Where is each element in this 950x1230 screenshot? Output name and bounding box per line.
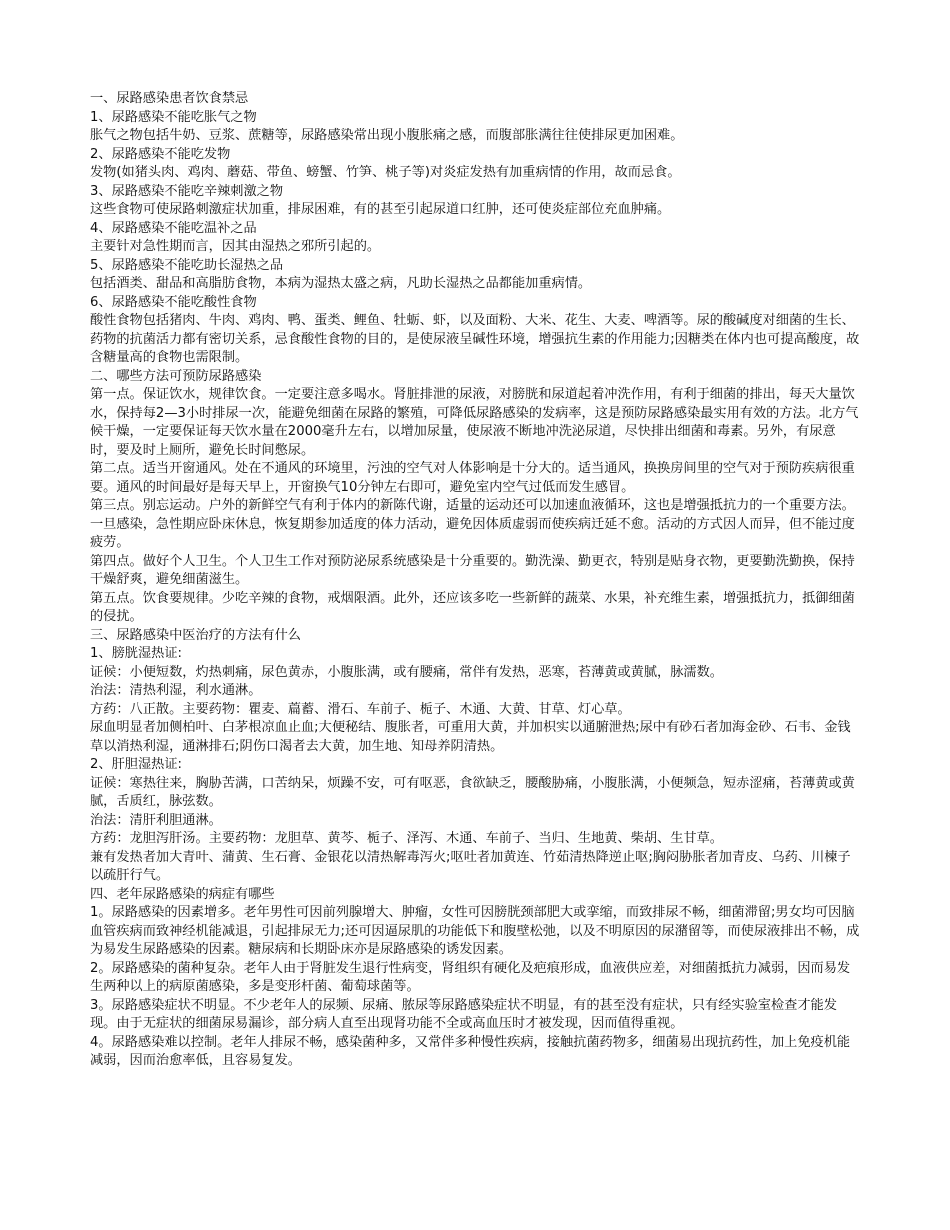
section-heading: 三、尿路感染中医治疗的方法有什么 — [90, 627, 301, 643]
paragraph: 治法：清肝利胆通淋。 — [90, 812, 222, 828]
paragraph: 第三点。别忘运动。户外的新鲜空气有利于体内的新陈代谢，适量的运动还可以加速血液循环，这也是增强抵抗力的一个重要方法。一旦感染，急性期应卧床休息，恢复期参加适度的体力活动，避免因体质虚弱而使疾病迁延不愈。活动的方式因人而异，但不能过度疲劳。 — [90, 498, 855, 550]
paragraph: 2。尿路感染的菌种复杂。老年人由于肾脏发生退行性病变，肾组织有硬化及疤痕形成，血液供应差，对细菌抵抗力减弱，因而易发生两种以上的病原菌感染，多是变形杆菌、葡萄球菌等。 — [90, 960, 851, 994]
paragraph: 方药：龙胆泻肝汤。主要药物：龙胆草、黄芩、栀子、泽泻、木通、车前子、当归、生地黄、柴胡、生甘草。 — [90, 831, 723, 846]
section-heading: 四、老年尿路感染的病症有哪些 — [90, 886, 275, 902]
paragraph: 第四点。做好个人卫生。个人卫生工作对预防泌尿系统感染是十分重要的。勤洗澡、勤更衣，特别是贴身衣物，更要勤洗勤换，保持干燥舒爽，避免细菌滋生。 — [90, 553, 855, 587]
section-heading: 二、哪些方法可预防尿路感染 — [90, 368, 262, 384]
paragraph: 证候：寒热往来，胸胁苦满，口苦纳呆，烦躁不安，可有呕恶，食欲缺乏，腰酸胁痛，小腹胀满，小便频急，短赤涩痛，苔薄黄或黄腻，舌质红，脉弦数。 — [90, 775, 855, 809]
paragraph: 兼有发热者加大青叶、蒲黄、生石膏、金银花以清热解毒泻火;呕吐者加黄连、竹茹清热降逆止呕;胸闷胁胀者加青皮、乌药、川楝子以疏肝行气。 — [90, 849, 851, 883]
subheading: 2、肝胆湿热证: — [90, 757, 182, 772]
document-body — [90, 90, 862, 1071]
subheading: 1、膀胱湿热证: — [90, 646, 182, 661]
paragraph: 方药：八正散。主要药物：瞿麦、萹蓄、滑石、车前子、栀子、木通、大黄、甘草、灯心草。 — [90, 701, 631, 717]
paragraph: 3。尿路感染症状不明显。不少老年人的尿频、尿痛、脓尿等尿路感染症状不明显，有的甚至没有症状，只有经实验室检查才能发现。由于无症状的细菌尿易漏诊，部分病人直至出现肾功能不全或高血压时才被发现，因而值得重视。 — [90, 997, 837, 1031]
paragraph: 尿血明显者加侧柏叶、白茅根凉血止血;大便秘结、腹胀者，可重用大黄，并加枳实以通腑泄热;尿中有砂石者加海金砂、石韦、金钱草以消热利湿，通淋排石;阴伤口渴者去大黄，加生地、知母养阴清热。 — [90, 720, 851, 754]
subheading: 6、尿路感染不能吃酸性食物 — [90, 294, 257, 310]
paragraph: 4。尿路感染难以控制。老年人排尿不畅，感染菌种多，又常伴多种慢性疾病，接触抗菌药物多，细菌易出现抗药性，加上免疫机能减弱，因而治愈率低，且容易复发。 — [90, 1034, 851, 1068]
paragraph: 酸性食物包括猪肉、牛肉、鸡肉、鸭、蛋类、鲤鱼、牡蛎、虾，以及面粉、大米、花生、大麦、啤酒等。尿的酸碱度对细菌的生长、药物的抗菌活力都有密切关系，忌食酸性食物的目的，是使尿液呈碱性环境，增强抗生素的作用能力;因糖类在体内也可提高酸度，故含糖量高的食物也需限制。 — [90, 313, 860, 365]
paragraph: 1。尿路感染的因素增多。老年男性可因前列腺增大、肿瘤，女性可因膀胱颈部肥大或挛缩，而致排尿不畅，细菌滞留;男女均可因脑血管疾病而致神经机能减退，引起排尿无力;还可因逼尿肌的功能低下和腹壁松弛，以及不明原因的尿潴留等，而使尿液排出不畅，成为易发生尿路感染的因素。糖尿病和长期卧床亦是尿路感染的诱发因素。 — [90, 905, 860, 957]
paragraph: 胀气之物包括牛奶、豆浆、蔗糖等，尿路感染常出现小腹胀痛之感，而腹部胀满往往使排尿更加困难。 — [90, 128, 684, 143]
subheading: 2、尿路感染不能吃发物 — [90, 146, 231, 162]
paragraph: 第一点。保证饮水，规律饮食。一定要注意多喝水。肾脏排泄的尿液，对膀胱和尿道起着冲洗作用，有利于细菌的排出，每天大量饮水，保持每2—3小时排尿一次，能避免细菌在尿路的繁殖，可降低尿路感染的发病率，这是预防尿路感染最实用有效的方法。北方气候干燥，一定要保证每天饮水量在2000毫升左右，以增加尿量，使尿液不断地冲洗泌尿道，尽快排出细菌和毒素。另外，有尿意时，要及时上厕所，避免长时间憋尿。 — [90, 387, 859, 458]
section-heading: 一、尿路感染患者饮食禁忌 — [90, 91, 249, 106]
paragraph: 治法：清热利湿，利水通淋。 — [90, 683, 262, 698]
paragraph: 主要针对急性期而言，因其由湿热之邪所引起的。 — [90, 239, 381, 254]
paragraph: 第五点。饮食要规律。少吃辛辣的食物，戒烟限酒。此外，还应该多吃一些新鲜的蔬菜、水果，补充维生素，增强抵抗力，抵御细菌的侵扰。 — [90, 590, 855, 624]
paragraph: 第二点。适当开窗通风。处在不通风的环境里，污浊的空气对人体影响是十分大的。适当通风，换换房间里的空气对于预防疾病很重要。通风的时间最好是每天早上，开窗换气10分钟左右即可，避免室内空气过低而发生感冒。 — [90, 461, 855, 495]
subheading: 4、尿路感染不能吃温补之品 — [90, 220, 257, 236]
paragraph: 证候：小便短数，灼热刺痛，尿色黄赤，小腹胀满，或有腰痛，常伴有发热，恶寒，苔薄黄或黄腻，脉濡数。 — [90, 664, 723, 680]
subheading: 1、尿路感染不能吃胀气之物 — [90, 109, 257, 125]
subheading: 5、尿路感染不能吃助长湿热之品 — [90, 257, 284, 273]
subheading: 3、尿路感染不能吃辛辣刺激之物 — [90, 183, 284, 199]
paragraph: 这些食物可使尿路刺激症状加重，排尿困难，有的甚至引起尿道口红肿，还可使炎症部位充血肿痛。 — [90, 202, 671, 217]
paragraph: 包括酒类、甜品和高脂肪食物，本病为湿热太盛之病，凡助长湿热之品都能加重病情。 — [90, 276, 592, 291]
paragraph: 发物(如猪头肉、鸡肉、蘑菇、带鱼、螃蟹、竹笋、桃子等)对炎症发热有加重病情的作用，故而忌食。 — [90, 165, 681, 180]
